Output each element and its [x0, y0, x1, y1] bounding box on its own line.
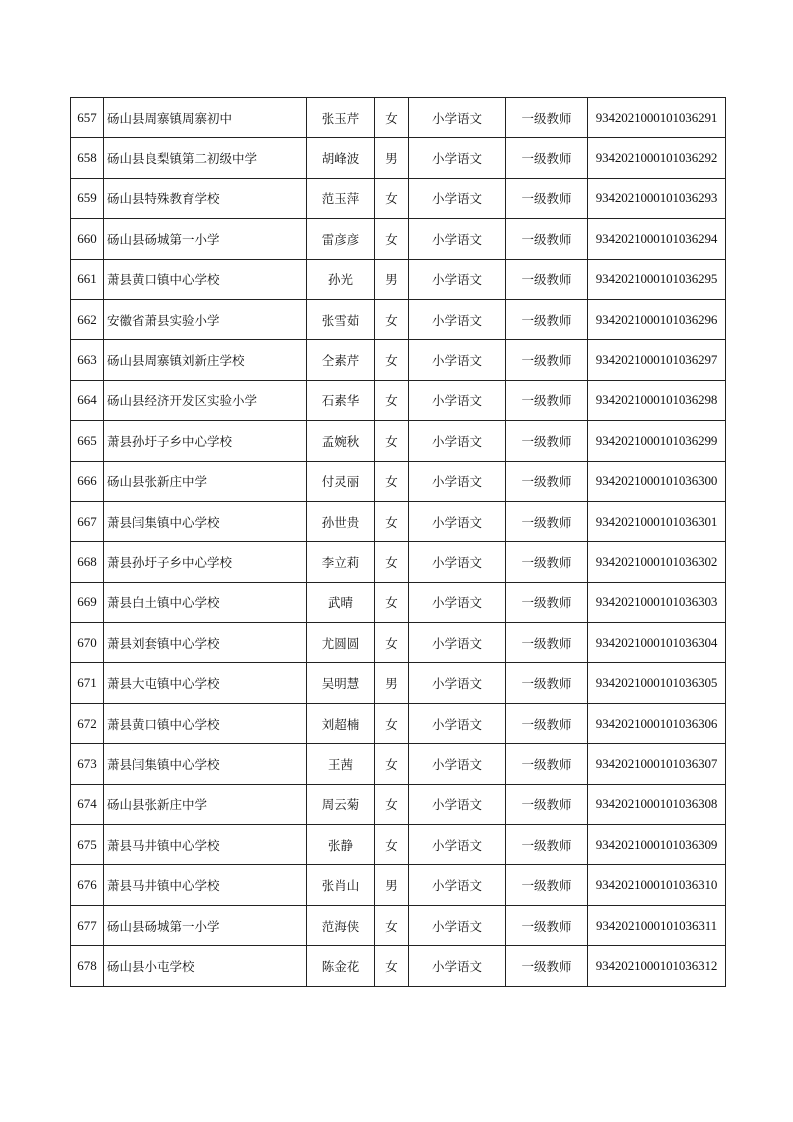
table-row	[71, 865, 726, 905]
title-cell: 一级教师	[506, 380, 588, 420]
certificate-number-cell: 9342021000101036298	[588, 380, 726, 420]
row-number: 659	[71, 178, 104, 218]
row-number: 661	[71, 259, 104, 299]
name-cell: 张肖山	[307, 865, 375, 905]
school-cell: 砀山县砀城第一小学	[104, 905, 307, 945]
name-cell: 孟婉秋	[307, 421, 375, 461]
name-cell: 周云菊	[307, 784, 375, 824]
title-cell: 一级教师	[506, 542, 588, 582]
row-number: 677	[71, 905, 104, 945]
row-number: 678	[71, 946, 104, 986]
subject-cell: 小学语文	[409, 501, 506, 541]
gender-cell: 女	[375, 380, 409, 420]
row-number: 662	[71, 299, 104, 339]
subject-cell: 小学语文	[409, 98, 506, 138]
certificate-number-cell: 9342021000101036306	[588, 703, 726, 743]
row-number: 666	[71, 461, 104, 501]
gender-cell: 女	[375, 744, 409, 784]
school-cell: 砀山县砀城第一小学	[104, 219, 307, 259]
certificate-number-cell: 9342021000101036301	[588, 501, 726, 541]
gender-cell: 女	[375, 340, 409, 380]
school-cell: 萧县黄口镇中心学校	[104, 703, 307, 743]
gender-cell: 女	[375, 542, 409, 582]
gender-cell: 男	[375, 138, 409, 178]
subject-cell: 小学语文	[409, 744, 506, 784]
certificate-number-cell: 9342021000101036302	[588, 542, 726, 582]
row-number: 657	[71, 98, 104, 138]
row-number: 664	[71, 380, 104, 420]
name-cell: 李立莉	[307, 542, 375, 582]
subject-cell: 小学语文	[409, 623, 506, 663]
school-cell: 萧县刘套镇中心学校	[104, 623, 307, 663]
gender-cell: 女	[375, 299, 409, 339]
gender-cell: 女	[375, 582, 409, 622]
name-cell: 范海侠	[307, 905, 375, 945]
gender-cell: 女	[375, 501, 409, 541]
subject-cell: 小学语文	[409, 703, 506, 743]
school-cell: 砀山县张新庄中学	[104, 784, 307, 824]
subject-cell: 小学语文	[409, 542, 506, 582]
subject-cell: 小学语文	[409, 178, 506, 218]
row-number: 669	[71, 582, 104, 622]
subject-cell: 小学语文	[409, 421, 506, 461]
table-row	[71, 905, 726, 945]
school-cell: 砀山县周寨镇周寨初中	[104, 98, 307, 138]
table-row	[71, 340, 726, 380]
certificate-number-cell: 9342021000101036295	[588, 259, 726, 299]
certificate-number-cell: 9342021000101036309	[588, 825, 726, 865]
table-row	[71, 784, 726, 824]
title-cell: 一级教师	[506, 138, 588, 178]
name-cell: 张雪茹	[307, 299, 375, 339]
certificate-number-cell: 9342021000101036300	[588, 461, 726, 501]
gender-cell: 女	[375, 905, 409, 945]
certificate-number-cell: 9342021000101036294	[588, 219, 726, 259]
school-cell: 萧县闫集镇中心学校	[104, 501, 307, 541]
certificate-number-cell: 9342021000101036292	[588, 138, 726, 178]
name-cell: 范玉萍	[307, 178, 375, 218]
title-cell: 一级教师	[506, 784, 588, 824]
row-number: 670	[71, 623, 104, 663]
table-row	[71, 663, 726, 703]
gender-cell: 女	[375, 219, 409, 259]
school-cell: 砀山县张新庄中学	[104, 461, 307, 501]
title-cell: 一级教师	[506, 421, 588, 461]
certificate-number-cell: 9342021000101036296	[588, 299, 726, 339]
title-cell: 一级教师	[506, 259, 588, 299]
certificate-number-cell: 9342021000101036293	[588, 178, 726, 218]
title-cell: 一级教师	[506, 825, 588, 865]
school-cell: 砀山县周寨镇刘新庄学校	[104, 340, 307, 380]
name-cell: 吴明慧	[307, 663, 375, 703]
gender-cell: 女	[375, 825, 409, 865]
certificate-number-cell: 9342021000101036308	[588, 784, 726, 824]
school-cell: 砀山县小屯学校	[104, 946, 307, 986]
school-cell: 萧县孙圩子乡中心学校	[104, 542, 307, 582]
row-number: 676	[71, 865, 104, 905]
gender-cell: 女	[375, 98, 409, 138]
title-cell: 一级教师	[506, 340, 588, 380]
gender-cell: 女	[375, 703, 409, 743]
certificate-number-cell: 9342021000101036304	[588, 623, 726, 663]
gender-cell: 女	[375, 623, 409, 663]
title-cell: 一级教师	[506, 744, 588, 784]
school-cell: 萧县马井镇中心学校	[104, 825, 307, 865]
title-cell: 一级教师	[506, 501, 588, 541]
title-cell: 一级教师	[506, 865, 588, 905]
row-number: 672	[71, 703, 104, 743]
table-row	[71, 703, 726, 743]
title-cell: 一级教师	[506, 178, 588, 218]
subject-cell: 小学语文	[409, 340, 506, 380]
subject-cell: 小学语文	[409, 219, 506, 259]
table-row	[71, 461, 726, 501]
row-number: 673	[71, 744, 104, 784]
name-cell: 仝素芹	[307, 340, 375, 380]
school-cell: 萧县白土镇中心学校	[104, 582, 307, 622]
table-row	[71, 542, 726, 582]
school-cell: 萧县马井镇中心学校	[104, 865, 307, 905]
gender-cell: 男	[375, 865, 409, 905]
certificate-number-cell: 9342021000101036311	[588, 905, 726, 945]
table-row	[71, 178, 726, 218]
table-row	[71, 219, 726, 259]
subject-cell: 小学语文	[409, 865, 506, 905]
certificate-number-cell: 9342021000101036305	[588, 663, 726, 703]
title-cell: 一级教师	[506, 299, 588, 339]
school-cell: 萧县大屯镇中心学校	[104, 663, 307, 703]
title-cell: 一级教师	[506, 219, 588, 259]
gender-cell: 女	[375, 784, 409, 824]
certificate-number-cell: 9342021000101036291	[588, 98, 726, 138]
row-number: 671	[71, 663, 104, 703]
table-row	[71, 744, 726, 784]
name-cell: 武晴	[307, 582, 375, 622]
gender-cell: 女	[375, 178, 409, 218]
name-cell: 尤圆圆	[307, 623, 375, 663]
gender-cell: 女	[375, 461, 409, 501]
subject-cell: 小学语文	[409, 380, 506, 420]
table-row	[71, 299, 726, 339]
table-row	[71, 623, 726, 663]
title-cell: 一级教师	[506, 98, 588, 138]
subject-cell: 小学语文	[409, 825, 506, 865]
title-cell: 一级教师	[506, 461, 588, 501]
row-number: 674	[71, 784, 104, 824]
school-cell: 萧县孙圩子乡中心学校	[104, 421, 307, 461]
subject-cell: 小学语文	[409, 299, 506, 339]
subject-cell: 小学语文	[409, 461, 506, 501]
school-cell: 安徽省萧县实验小学	[104, 299, 307, 339]
title-cell: 一级教师	[506, 623, 588, 663]
school-cell: 砀山县经济开发区实验小学	[104, 380, 307, 420]
certificate-number-cell: 9342021000101036310	[588, 865, 726, 905]
name-cell: 付灵丽	[307, 461, 375, 501]
title-cell: 一级教师	[506, 703, 588, 743]
table-row	[71, 98, 726, 138]
name-cell: 孙世贵	[307, 501, 375, 541]
table-row	[71, 259, 726, 299]
row-number: 660	[71, 219, 104, 259]
subject-cell: 小学语文	[409, 259, 506, 299]
table-row	[71, 138, 726, 178]
name-cell: 石素华	[307, 380, 375, 420]
subject-cell: 小学语文	[409, 905, 506, 945]
table-row	[71, 421, 726, 461]
name-cell: 王茜	[307, 744, 375, 784]
name-cell: 孙光	[307, 259, 375, 299]
table-row	[71, 501, 726, 541]
table-row	[71, 825, 726, 865]
school-cell: 砀山县良梨镇第二初级中学	[104, 138, 307, 178]
row-number: 665	[71, 421, 104, 461]
table-row	[71, 946, 726, 986]
row-number: 667	[71, 501, 104, 541]
name-cell: 张玉芹	[307, 98, 375, 138]
certificate-number-cell: 9342021000101036307	[588, 744, 726, 784]
subject-cell: 小学语文	[409, 582, 506, 622]
certificate-number-cell: 9342021000101036299	[588, 421, 726, 461]
row-number: 675	[71, 825, 104, 865]
name-cell: 陈金花	[307, 946, 375, 986]
gender-cell: 女	[375, 421, 409, 461]
subject-cell: 小学语文	[409, 663, 506, 703]
subject-cell: 小学语文	[409, 784, 506, 824]
certificate-number-cell: 9342021000101036297	[588, 340, 726, 380]
title-cell: 一级教师	[506, 663, 588, 703]
name-cell: 胡峰波	[307, 138, 375, 178]
gender-cell: 男	[375, 663, 409, 703]
title-cell: 一级教师	[506, 905, 588, 945]
subject-cell: 小学语文	[409, 138, 506, 178]
row-number: 663	[71, 340, 104, 380]
school-cell: 萧县闫集镇中心学校	[104, 744, 307, 784]
row-number: 668	[71, 542, 104, 582]
name-cell: 雷彦彦	[307, 219, 375, 259]
teacher-list-table	[70, 97, 726, 987]
certificate-number-cell: 9342021000101036312	[588, 946, 726, 986]
title-cell: 一级教师	[506, 582, 588, 622]
name-cell: 刘超楠	[307, 703, 375, 743]
title-cell: 一级教师	[506, 946, 588, 986]
row-number: 658	[71, 138, 104, 178]
certificate-number-cell: 9342021000101036303	[588, 582, 726, 622]
school-cell: 砀山县特殊教育学校	[104, 178, 307, 218]
name-cell: 张静	[307, 825, 375, 865]
table-row	[71, 582, 726, 622]
subject-cell: 小学语文	[409, 946, 506, 986]
gender-cell: 女	[375, 946, 409, 986]
school-cell: 萧县黄口镇中心学校	[104, 259, 307, 299]
table-body	[71, 98, 726, 987]
table-row	[71, 380, 726, 420]
gender-cell: 男	[375, 259, 409, 299]
